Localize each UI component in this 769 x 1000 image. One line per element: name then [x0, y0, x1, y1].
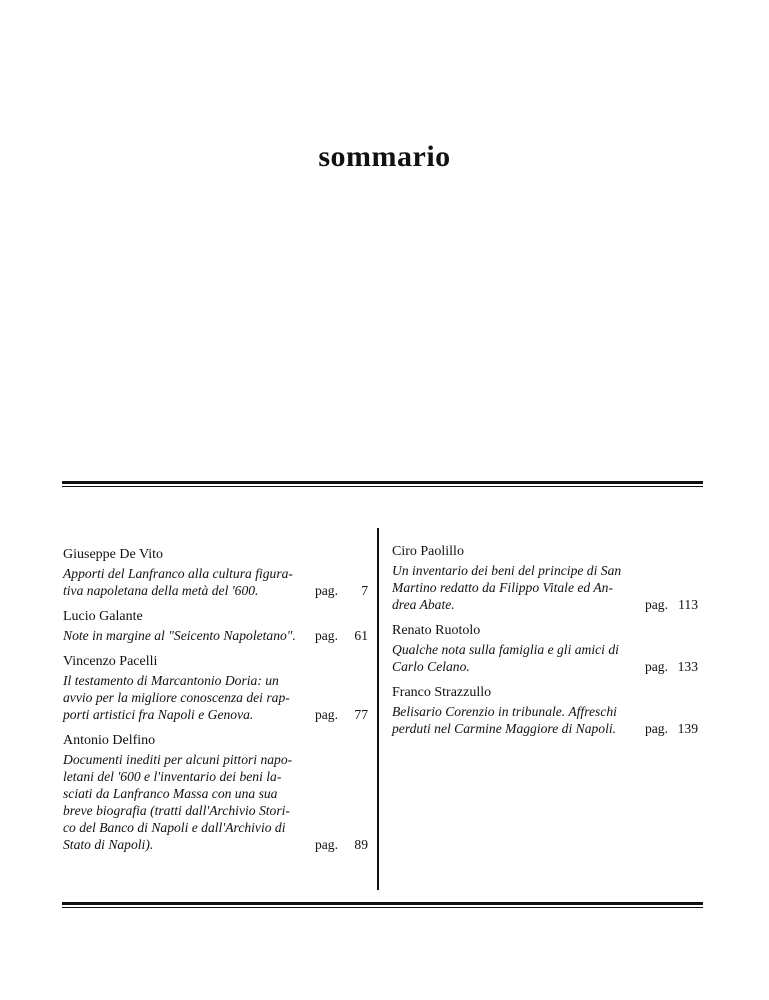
entry-author: Giuseppe De Vito: [63, 547, 163, 562]
entry-title-line: porti artistici fra Napoli e Genova.: [63, 707, 254, 722]
page-label: pag.: [314, 837, 338, 852]
entry-title-line: Martino redatto da Filippo Vitale ed An-: [392, 580, 613, 595]
entry-title-line: Stato di Napoli).: [63, 837, 154, 852]
rule-thick-line: [62, 902, 703, 905]
toc-entry: [63, 546, 368, 599]
entry-page-ref: [315, 836, 368, 853]
entry-last-line: [392, 596, 698, 613]
rule-thick-line: [62, 481, 703, 484]
toc-entry: [392, 543, 698, 613]
bottom-double-rule: [62, 902, 703, 908]
toc-entry: [392, 622, 698, 675]
page-label: pag.: [644, 721, 668, 736]
entry-last-line: [63, 706, 368, 723]
entry-last-line: [392, 720, 698, 737]
entry-author: Vincenzo Pacelli: [63, 654, 158, 669]
toc-right-column: [392, 543, 698, 746]
entry-title-line: breve biografia (tratti dall'Archivio Stori-: [63, 803, 290, 818]
entry-title-line: Il testamento di Marcantonio Doria: un: [63, 673, 279, 688]
entry-author: Ciro Paolillo: [392, 544, 464, 559]
toc-entry: [63, 732, 368, 853]
page-number: 89: [354, 837, 368, 852]
entry-title-line: perduti nel Carmine Maggiore di Napoli.: [392, 721, 617, 736]
entry-title-line: co del Banco di Napoli e dall'Archivio di: [63, 820, 286, 835]
page-number: 133: [677, 659, 698, 674]
entry-page-ref: [315, 582, 368, 599]
toc-entry: [63, 653, 368, 723]
page-label: pag.: [644, 597, 668, 612]
page-label: pag.: [314, 628, 338, 643]
page-label: pag.: [314, 583, 338, 598]
page-label: pag.: [314, 707, 338, 722]
column-divider: [377, 528, 379, 890]
page-label: pag.: [644, 659, 668, 674]
entry-last-line: [63, 627, 368, 644]
entry-page-ref: [645, 720, 698, 737]
toc-entry: [392, 684, 698, 737]
entry-author: Antonio Delfino: [63, 733, 156, 748]
entry-author: Lucio Galante: [63, 609, 143, 624]
entry-title-line: tiva napoletana della metà del '600.: [63, 583, 259, 598]
entry-title-line: drea Abate.: [392, 597, 455, 612]
entry-title-line: Carlo Celano.: [392, 659, 470, 674]
entry-author: Renato Ruotolo: [392, 623, 481, 638]
entry-title-line: letani del '600 e l'inventario dei beni la-: [63, 769, 282, 784]
entry-author: Franco Strazzullo: [392, 685, 492, 700]
entry-page-ref: [645, 596, 698, 613]
entry-page-ref: [315, 627, 368, 644]
page-number: 113: [678, 597, 698, 612]
top-double-rule: [62, 481, 703, 487]
page-number: 61: [354, 628, 368, 643]
entry-title-line: avvio per la migliore conoscenza dei rap-: [63, 690, 290, 705]
page-number: 77: [354, 707, 368, 722]
page-number: 7: [361, 583, 368, 598]
rule-thin-line: [62, 486, 703, 487]
toc-left-column: [63, 546, 368, 862]
page-number: 139: [677, 721, 698, 736]
entry-title-line: Belisario Corenzio in tribunale. Affreschi: [392, 704, 617, 719]
page-title: sommario: [318, 140, 451, 173]
entry-title-line: Qualche nota sulla famiglia e gli amici di: [392, 642, 619, 657]
entry-last-line: [63, 582, 368, 599]
entry-page-ref: [315, 706, 368, 723]
entry-last-line: [63, 836, 368, 853]
entry-title-line: sciati da Lanfranco Massa con una sua: [63, 786, 278, 801]
rule-thin-line: [62, 907, 703, 908]
toc-entry: [63, 608, 368, 644]
entry-page-ref: [645, 658, 698, 675]
entry-last-line: [392, 658, 698, 675]
entry-title-line: Note in margine al "Seicento Napoletano".: [63, 628, 296, 643]
entry-title-line: Documenti inediti per alcuni pittori napo-: [63, 752, 293, 767]
entry-title-line: Un inventario dei beni del principe di San: [392, 563, 622, 578]
entry-title-line: Apporti del Lanfranco alla cultura figura-: [63, 566, 293, 581]
